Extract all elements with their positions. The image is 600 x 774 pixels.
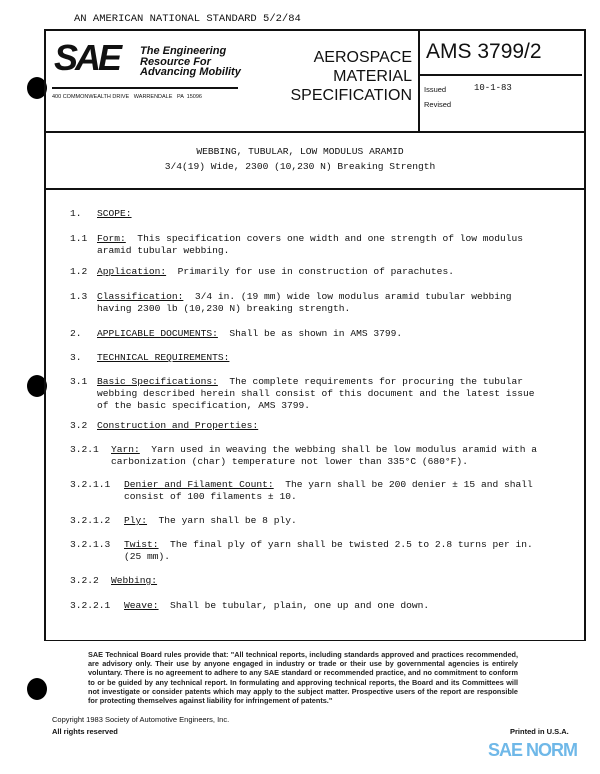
section-heading: Webbing: (111, 575, 158, 586)
section-line: aramid tubular webbing. (97, 245, 230, 256)
section-line: having 2300 lb (10,230 N) breaking strength. (97, 303, 351, 314)
section-number: 3. (70, 352, 82, 363)
section-text (111, 575, 157, 587)
section-line: 3/4 in. (19 mm) wide low modulus aramid tubular webbing (183, 291, 512, 302)
section-text (97, 328, 402, 340)
section-heading: Form: (97, 233, 126, 244)
section-text (97, 266, 454, 278)
section-heading: APPLICABLE DOCUMENTS: (97, 328, 218, 339)
section-number: 1.2 (70, 266, 88, 277)
section-line: Yarn used in weaving the webbing shall be low modulus aramid with a (139, 444, 538, 455)
section-number: 3.2.1.3 (70, 539, 111, 550)
section-text (97, 233, 523, 257)
rights: All rights reserved (52, 727, 118, 736)
section-number: 1. (70, 208, 82, 219)
section-heading: Weave: (124, 600, 159, 611)
section-text (97, 420, 258, 432)
doc-title: WEBBING, TUBULAR, LOW MODULUS ARAMID (196, 146, 404, 157)
section-text (124, 515, 297, 527)
section-heading: Ply: (124, 515, 148, 526)
address: 400 COMMONWEALTH DRIVE WARRENDALE PA 15096 (52, 94, 202, 100)
section-text (124, 600, 429, 612)
section-line: Shall be tubular, plain, one up and one down. (158, 600, 430, 611)
section-heading: Construction and Properties: (97, 420, 259, 431)
section-number: 3.2.1.1 (70, 479, 111, 490)
section-line: Shall be as shown in AMS 3799. (217, 328, 403, 339)
doc-number: AMS 3799/2 (426, 40, 542, 63)
section-heading: Basic Specifications: (97, 376, 218, 387)
section-number: 3.2.2 (70, 575, 99, 586)
issued-date: 10-1-83 (474, 83, 512, 93)
section-number: 3.2.2.1 (70, 600, 111, 611)
section-heading: Denier and Filament Count: (124, 479, 274, 490)
section-line: The yarn shall be 200 denier ± 15 and shall (273, 479, 533, 490)
section-number: 3.2.1.2 (70, 515, 111, 526)
section-line: This specification covers one width and one strength of low modulus (125, 233, 524, 244)
section-heading: Yarn: (111, 444, 140, 455)
section-number: 1.1 (70, 233, 88, 244)
section-line: The yarn shall be 8 ply. (147, 515, 297, 526)
section-number: 3.1 (70, 376, 88, 387)
section-text (124, 479, 533, 503)
punch-hole (27, 678, 47, 700)
section-line: webbing described herein shall consist of this document and the latest issue (97, 388, 535, 399)
section-line: Primarily for use in construction of parachutes. (166, 266, 454, 277)
section-line: The complete requirements for procuring the tubular (217, 376, 524, 387)
section-text (97, 208, 132, 220)
section-heading: TECHNICAL REQUIREMENTS: (97, 352, 230, 363)
section-number: 3.2 (70, 420, 88, 431)
section-heading: Application: (97, 266, 167, 277)
copyright: Copyright 1983 Society of Automotive Engineers, Inc. (52, 715, 230, 724)
section-line: (25 mm). (124, 551, 171, 562)
section-text (97, 376, 535, 412)
section-text (111, 444, 537, 468)
section-number: 3.2.1 (70, 444, 99, 455)
revised-label: Revised (424, 100, 452, 109)
section-line: consist of 100 filaments ± 10. (124, 491, 297, 502)
section-text (97, 291, 512, 315)
issued-label: Issued (424, 85, 447, 94)
tagline: The Engineering Resource For Advancing Mobility (140, 45, 241, 78)
section-line: The final ply of yarn shall be twisted 2.5 to 2.8 turns per in. (158, 539, 533, 550)
section-text (97, 352, 229, 364)
doc-type: AEROSPACE MATERIAL SPECIFICATION (290, 49, 412, 104)
watermark: SAE NORM (488, 740, 578, 760)
printed-in: Printed in U.S.A. (510, 727, 569, 736)
sae-logo: SAE (54, 37, 120, 78)
section-line: carbonization (char) temperature not lower than 335°C (680°F). (111, 456, 468, 467)
section-number: 1.3 (70, 291, 88, 302)
section-line: of the basic specification, AMS 3799. (97, 400, 311, 411)
section-heading: Classification: (97, 291, 184, 302)
disclaimer: SAE Technical Board rules provide that: "All technical reports, including standards approved and practices recommended, are advisory only. Their use by anyone engaged in industry or trade or their use by governmental agencies is entirely voluntary. There is no agreement to adhere to any SAE standard or recommended practice, and no commitment to conform to or be guided by any technical report. In formulating and approving technical reports, the Board and its Committees will not investigate or consider patents which may apply to the subject matter. Prospective users of the report are responsible for protecting themselves against liability for infringement of patents." (88, 650, 518, 706)
section-heading: SCOPE: (97, 208, 132, 219)
section-heading: Twist: (124, 539, 159, 550)
section-text (124, 539, 533, 563)
doc-subtitle: 3/4(19) Wide, 2300 (10,230 N) Breaking Strength (164, 161, 436, 172)
standard-note: AN AMERICAN NATIONAL STANDARD 5/2/84 (74, 13, 301, 25)
section-number: 2. (70, 328, 82, 339)
